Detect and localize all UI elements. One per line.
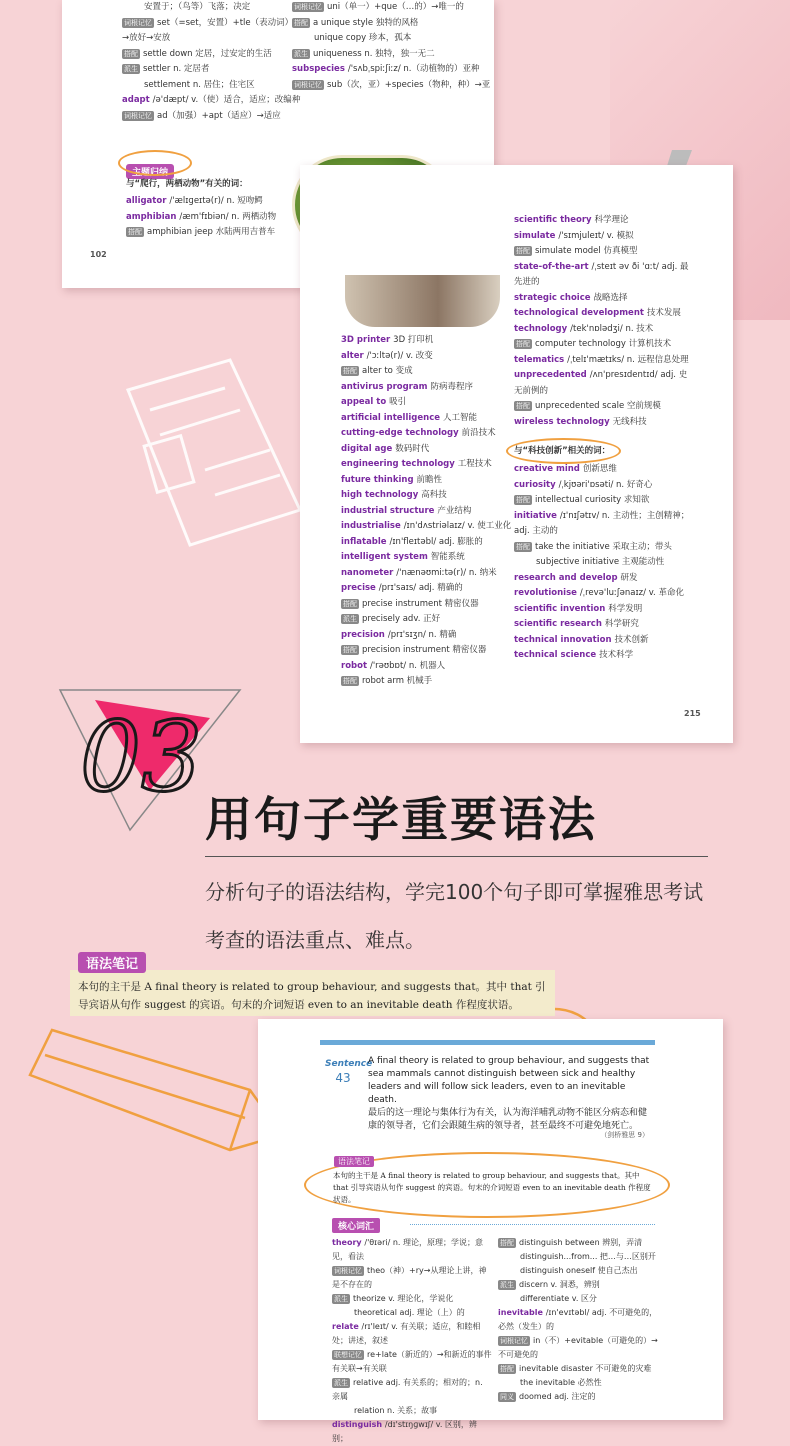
entry-tag: 搭配 xyxy=(516,340,530,348)
entry-text: precision instrument 精密仪器 xyxy=(362,645,487,655)
dict-entry xyxy=(514,540,704,556)
entry-text: 高科技 xyxy=(421,490,447,500)
grammar-note: 本句的主干是 A final theory is related to group behaviour, and suggests that。其中 that 引导宾语从句作 suggest 的宾语。句末的介词短语 even to an inevitable death 作程度状语。 xyxy=(70,970,555,1016)
entry-word: inflatable xyxy=(341,536,390,547)
dict-entry xyxy=(126,210,276,226)
dict-entry xyxy=(514,213,694,229)
dict-entry xyxy=(122,47,292,63)
entry-word: creative mind xyxy=(514,464,583,474)
entry-text: 产业结构 xyxy=(437,505,472,516)
entry-tag: 搭配 xyxy=(343,646,357,654)
section-label-text: 主题归纳 xyxy=(126,164,174,179)
entry-tag: 派生 xyxy=(343,615,357,623)
entry-text: 无线科技 xyxy=(612,416,647,427)
entry-word: amphibian xyxy=(126,211,180,222)
entry-text: /ə'dæpt/ v.（使）适合，适应；改编 xyxy=(152,95,292,105)
entry-text: theo（神）+ry→从理论上讲，神是不存在的 xyxy=(332,1266,487,1289)
entry-word: wireless technology xyxy=(514,416,613,427)
entry-text: /rɪ'leɪt/ v. 有关联；适应，和睦相处；讲述，叙述 xyxy=(332,1322,481,1345)
dict-entry xyxy=(514,478,704,494)
entry-tag: 搭配 xyxy=(500,1365,514,1373)
entry-tag: 派生 xyxy=(334,1379,348,1387)
entry-text: distinguish...from... 把…与…区别开 xyxy=(520,1252,656,1261)
entry-text: computer technology 计算机技术 xyxy=(535,339,672,349)
dict-entry xyxy=(332,1404,492,1418)
entry-word: appeal to xyxy=(341,397,390,407)
dict-entry xyxy=(341,380,516,396)
sentence-label: Sentence xyxy=(325,1059,373,1069)
entry-word: industrialise xyxy=(341,521,404,531)
entry-text: 防病毒程序 xyxy=(430,381,473,392)
entry-text: robot arm 机械手 xyxy=(362,676,433,686)
dict-entry xyxy=(514,462,704,478)
sentence-chinese: 最后的这一理论与集体行为有关，认为海洋哺乳动物不能区分病态和健康的领导者，它们会跟随生病的领导者，甚至最终不可避免地死亡。 xyxy=(368,1108,648,1131)
entry-tag: 派生 xyxy=(334,1295,348,1303)
dict-entry xyxy=(341,457,516,473)
sentence-card xyxy=(320,1040,655,1144)
dict-entry xyxy=(332,1292,492,1306)
entry-tag: 词根记忆 xyxy=(294,3,322,11)
entry-tag: 词根记忆 xyxy=(124,18,152,27)
entry-text: settlement n. 居住；住宅区 xyxy=(144,79,255,90)
entry-text: distinguish between 辨别，弄清 xyxy=(519,1238,643,1247)
entry-text: 前沿技术 xyxy=(461,428,496,438)
section-heading: 用句子学重要语法 xyxy=(205,793,597,848)
entry-text: in（不）+evitable（可避免的）→不可避免的 xyxy=(498,1336,658,1359)
entry-text: 工程技术 xyxy=(457,459,492,469)
entry-text: /'sʌbˌspiːʃiːz/ n.（动植物的）亚种 xyxy=(347,64,480,74)
entry-word: theory xyxy=(332,1238,365,1247)
entry-text: 智能系统 xyxy=(430,552,465,562)
entry-text: /'sɪmjuleɪt/ v. 模拟 xyxy=(558,230,634,241)
vocab-col2 xyxy=(498,1236,658,1404)
entry-text: differentiate v. 区分 xyxy=(520,1294,597,1303)
entry-tag: 词根记忆 xyxy=(294,80,322,89)
entry-word: adapt xyxy=(122,95,153,105)
dict-entry xyxy=(514,617,704,633)
page-b-col2b xyxy=(514,462,704,664)
dict-entry xyxy=(292,31,492,47)
entry-text: 科学研究 xyxy=(604,619,639,629)
entry-text: simulate model 仿真模型 xyxy=(535,246,638,256)
dict-entry xyxy=(498,1334,658,1362)
entry-tag: 派生 xyxy=(500,1281,514,1289)
dict-entry xyxy=(514,633,704,649)
dict-entry xyxy=(498,1390,658,1404)
entry-tag: 词根记忆 xyxy=(500,1337,528,1345)
entry-text: ad（加强）+apt（适应）→适应 xyxy=(157,110,281,121)
dict-entry xyxy=(514,602,704,618)
entry-word: technological development xyxy=(514,308,647,318)
entry-tag: 搭配 xyxy=(128,228,142,236)
dict-entry xyxy=(341,349,516,365)
entry-word: initiative xyxy=(514,510,560,521)
entry-text: theorize v. 理论化，学说化 xyxy=(353,1294,454,1303)
entry-tag: 搭配 xyxy=(343,599,357,608)
entry-tag: 搭配 xyxy=(294,18,308,27)
document-doodle-icon xyxy=(128,360,300,545)
entry-text: theoretical adj. 理论（上）的 xyxy=(354,1308,465,1317)
entry-text: /prɪ'sɪʒn/ n. 精确 xyxy=(387,629,457,640)
entry-text: settler n. 定居者 xyxy=(143,64,210,74)
entry-text: 研发 xyxy=(620,572,638,583)
dict-entry xyxy=(292,78,492,109)
dict-entry xyxy=(514,260,694,291)
entry-word: technology xyxy=(514,323,571,334)
entry-text: the inevitable 必然性 xyxy=(520,1378,602,1387)
entry-word: intelligent system xyxy=(341,552,431,562)
dict-entry xyxy=(341,643,516,659)
dict-entry xyxy=(498,1250,658,1264)
dict-entry xyxy=(498,1264,658,1278)
entry-tag: 搭配 xyxy=(516,542,530,551)
entry-text: /dɪ'stɪŋɡwɪʃ/ v. 区别，辨别； xyxy=(332,1420,477,1443)
entry-text: 技术科学 xyxy=(599,650,634,660)
page-a-col2 xyxy=(292,0,492,109)
dict-entry xyxy=(514,586,704,602)
entry-text: /ɪn'dʌstriəlaɪz/ v. 使工业化 xyxy=(403,521,512,531)
entry-text: distinguish oneself 使自己杰出 xyxy=(520,1266,638,1275)
dict-entry xyxy=(498,1306,658,1334)
entry-text: 前瞻性 xyxy=(416,474,443,485)
highlight-oval xyxy=(118,150,192,176)
entry-text: take the initiative 采取主动；带头 xyxy=(535,541,672,552)
dict-entry xyxy=(341,628,516,644)
entry-word: technical innovation xyxy=(514,634,615,645)
section-title-b: 与“科技创新”相关的词： xyxy=(514,446,611,456)
vocab-label: 核心词汇 xyxy=(332,1218,380,1233)
page-a-col1 xyxy=(122,0,292,124)
entry-text: /ʌn'presɪdentɪd/ adj. 史无前例的 xyxy=(514,370,688,396)
entry-text: /æm'fɪbiən/ n. 两栖动物 xyxy=(179,211,277,222)
entry-text: alter to 变成 xyxy=(362,366,413,376)
entry-text: set（=set，安置）+tle（表动词）→放好→安放 xyxy=(122,17,289,43)
entry-text: /ˌrevə'luːʃənaɪz/ v. 革命化 xyxy=(579,588,684,598)
entry-text: re+late（新近的）→和新近的事件有关联→有关联 xyxy=(332,1350,492,1373)
dict-entry xyxy=(122,62,292,78)
entry-text: 安置于；（鸟等）飞落；决定 xyxy=(144,2,251,12)
entry-word: high technology xyxy=(341,490,422,500)
entry-tag: 搭配 xyxy=(516,402,530,410)
page-number: 102 xyxy=(90,250,107,259)
dict-entry xyxy=(341,535,516,551)
dict-entry xyxy=(514,337,694,353)
sentence-english: A final theory is related to group behaviour, and suggests that sea mammals cannot distinguish between sick and healthy leaders and will follow sick leaders, even to an inevitable death. xyxy=(368,1056,650,1105)
dict-entry xyxy=(514,306,694,322)
entry-tag: 派生 xyxy=(294,49,308,58)
entry-text: 技术发展 xyxy=(646,308,681,318)
entry-word: distinguish xyxy=(332,1420,385,1429)
dict-entry xyxy=(292,47,492,63)
entry-word: telematics xyxy=(514,354,568,365)
entry-text: 科学发明 xyxy=(608,603,643,614)
dict-entry xyxy=(332,1376,492,1404)
dict-entry xyxy=(514,493,704,509)
inner-note-label: 语法笔记 xyxy=(334,1156,374,1167)
entry-text: uni（单一）+que（…的）→唯一的 xyxy=(327,2,464,12)
entry-tag: 搭配 xyxy=(500,1239,514,1247)
dict-entry xyxy=(514,555,704,571)
dict-entry xyxy=(341,504,516,520)
dict-entry xyxy=(514,322,694,338)
dotted-divider xyxy=(410,1224,655,1225)
dict-entry xyxy=(341,426,516,442)
sentence-body xyxy=(368,1055,650,1133)
entry-text: /'ɔːltə(r)/ v. 改变 xyxy=(366,350,433,361)
entry-word: scientific invention xyxy=(514,603,609,614)
entry-text: 科学理论 xyxy=(594,215,629,225)
sentence-number: 43 xyxy=(335,1071,351,1085)
entry-word: robot xyxy=(341,660,370,671)
entry-word: antivirus program xyxy=(341,381,431,392)
entry-text: relative adj. 有关系的；相对的；n. 亲属 xyxy=(332,1378,483,1401)
dict-entry xyxy=(341,674,516,690)
entry-word: nanometer xyxy=(341,567,397,578)
entry-text: unprecedented scale 空前规模 xyxy=(535,401,661,411)
entry-text: 3D 打印机 xyxy=(393,335,434,345)
dict-entry xyxy=(332,1236,492,1264)
page-number-b: 215 xyxy=(684,709,701,718)
dict-entry xyxy=(514,399,694,415)
entry-tag: 词根记忆 xyxy=(334,1267,362,1275)
entry-word: strategic choice xyxy=(514,292,594,303)
entry-tag: 搭配 xyxy=(516,247,530,255)
entry-text: /ɪn'evɪtəbl/ adj. 不可避免的，必然（发生）的 xyxy=(498,1308,658,1331)
dict-entry xyxy=(341,659,516,675)
entry-word: simulate xyxy=(514,230,559,241)
svg-text:03: 03 xyxy=(80,701,203,813)
dict-entry xyxy=(498,1236,658,1250)
dict-entry xyxy=(126,225,276,241)
entry-text: 人工智能 xyxy=(442,412,477,423)
dict-entry xyxy=(122,93,292,109)
entry-word: alter xyxy=(341,350,367,361)
dict-entry xyxy=(292,0,492,16)
entry-word: subspecies xyxy=(292,64,348,74)
entry-text: inevitable disaster 不可避免的灾难 xyxy=(519,1364,652,1373)
section-title: 与“爬行，两栖动物”有关的词： xyxy=(126,179,248,189)
dict-entry xyxy=(498,1278,658,1292)
entry-text: /ˌsteɪt əv ði 'ɑːt/ adj. 最先进的 xyxy=(514,261,689,287)
entry-word: relate xyxy=(332,1322,362,1331)
dict-entry xyxy=(514,509,704,540)
entry-word: alligator xyxy=(126,196,170,206)
entry-tag: 联想记忆 xyxy=(334,1351,362,1359)
dict-entry xyxy=(514,291,694,307)
entry-tag: 搭配 xyxy=(343,677,357,685)
dict-entry xyxy=(332,1264,492,1292)
entry-text: /'rəʊbɒt/ n. 机器人 xyxy=(369,660,446,671)
entry-tag: 同义 xyxy=(500,1393,514,1401)
entry-word: scientific research xyxy=(514,619,605,629)
entry-text: /prɪ'saɪs/ adj. 精确的 xyxy=(378,583,463,593)
entry-word: industrial structure xyxy=(341,505,438,516)
dict-entry xyxy=(498,1362,658,1376)
entry-word: 3D printer xyxy=(341,335,394,345)
vocab-col1 xyxy=(332,1236,492,1446)
dict-entry xyxy=(514,368,694,399)
entry-text: unique copy 珍本，孤本 xyxy=(314,33,412,43)
entry-text: 技术创新 xyxy=(614,634,649,645)
page-a-section-items xyxy=(126,194,276,241)
dict-entry xyxy=(332,1348,492,1376)
page-b-col1 xyxy=(341,333,516,690)
entry-word: unprecedented xyxy=(514,370,590,380)
entry-tag: 词根记忆 xyxy=(124,111,152,120)
dict-entry xyxy=(122,109,292,125)
entry-tag: 搭配 xyxy=(343,367,357,375)
dict-entry xyxy=(341,519,516,535)
entry-text: 战略选择 xyxy=(593,292,628,303)
inner-grammar-note: 本句的主干是 A final theory is related to group behaviour, and suggests that。其中 that 引导宾语从句作 suggest 的宾语。句末的介词短语 even to an inevitable death 作程度状语。 xyxy=(333,1171,651,1204)
dict-entry xyxy=(341,473,516,489)
dict-entry xyxy=(498,1376,658,1390)
dict-entry xyxy=(122,78,292,94)
sentence-source: （剑桥雅思 9） xyxy=(600,1131,649,1139)
dict-entry xyxy=(498,1292,658,1306)
dict-entry xyxy=(341,333,516,349)
entry-text: 创新思维 xyxy=(582,464,617,474)
dict-entry xyxy=(122,0,292,16)
dict-entry xyxy=(514,571,704,587)
entry-text: subjective initiative 主观能动性 xyxy=(536,557,665,567)
entry-text: relation n. 关系；故事 xyxy=(354,1406,438,1415)
highlight-oval-b xyxy=(506,438,621,464)
entry-text: 吸引 xyxy=(389,397,407,407)
heading-divider xyxy=(205,856,708,857)
entry-text: /ɪn'fleɪtəbl/ adj. 膨胀的 xyxy=(389,536,483,547)
dict-entry xyxy=(341,566,516,582)
dict-entry xyxy=(341,612,516,628)
entry-text: precisely adv. 正好 xyxy=(362,614,441,624)
entry-text: settle down 定居，过安定的生活 xyxy=(143,48,272,59)
entry-word: inevitable xyxy=(498,1308,546,1317)
entry-text: a unique style 独特的风格 xyxy=(313,17,419,28)
pencil-icon xyxy=(30,1030,282,1150)
dict-entry xyxy=(514,244,694,260)
entry-word: artificial intelligence xyxy=(341,412,443,423)
section-description: 分析句子的语法结构，学完100个句子即可掌握雅思考试考查的语法重点、难点。 xyxy=(205,880,704,952)
dict-entry xyxy=(341,488,516,504)
dict-entry xyxy=(341,411,516,427)
entry-text: /ɪ'nɪʃətɪv/ n. 主动性；主创精神；adj. 主动的 xyxy=(514,510,690,536)
entry-text: precise instrument 精密仪器 xyxy=(362,598,479,609)
entry-word: revolutionise xyxy=(514,588,580,598)
dict-entry xyxy=(514,415,694,431)
entry-text: uniqueness n. 独特，独一无二 xyxy=(313,48,435,59)
entry-text: /'θɪəri/ n. 理论，原理；学说；意见，看法 xyxy=(332,1238,483,1261)
dict-entry xyxy=(332,1306,492,1320)
dict-entry xyxy=(126,194,276,210)
dict-entry xyxy=(341,395,516,411)
entry-word: precise xyxy=(341,583,379,593)
dict-entry xyxy=(514,648,704,664)
entry-word: curiosity xyxy=(514,479,559,490)
entry-text: 数码时代 xyxy=(395,443,430,454)
entry-text: discern v. 洞悉，辨别 xyxy=(519,1280,600,1289)
entry-text: sub（次，亚）+species（物种，种）→亚种 xyxy=(292,79,491,105)
dict-entry xyxy=(341,550,516,566)
dict-entry xyxy=(514,229,694,245)
dict-entry xyxy=(341,442,516,458)
dict-entry xyxy=(292,16,492,32)
entry-text: /ˌkjʊəri'ɒsəti/ n. 好奇心 xyxy=(558,479,653,490)
entry-word: future thinking xyxy=(341,474,417,485)
entry-word: technical science xyxy=(514,650,600,660)
entry-word: precision xyxy=(341,629,388,640)
dict-entry xyxy=(122,16,292,47)
entry-word: research and develop xyxy=(514,572,621,583)
page-b-col2 xyxy=(514,213,694,430)
entry-tag: 搭配 xyxy=(124,49,138,58)
dict-entry xyxy=(332,1418,492,1446)
entry-word: state-of-the-art xyxy=(514,261,592,272)
dict-entry xyxy=(341,364,516,380)
grammar-note-label: 语法笔记 xyxy=(78,952,146,973)
entry-text: /'ælɪɡeɪtə(r)/ n. 短吻鳄 xyxy=(169,196,263,206)
entry-text: /ˌtelɪ'mætɪks/ n. 远程信息处理 xyxy=(567,354,689,365)
entry-tag: 派生 xyxy=(124,65,138,73)
entry-word: engineering technology xyxy=(341,459,458,469)
entry-text: doomed adj. 注定的 xyxy=(519,1392,596,1401)
entry-text: /tek'nɒlədʒi/ n. 技术 xyxy=(570,323,654,334)
dict-entry xyxy=(514,353,694,369)
dict-entry xyxy=(341,597,516,613)
people-photo xyxy=(345,275,500,327)
entry-word: scientific theory xyxy=(514,215,595,225)
entry-text: /'nænəʊmiːtə(r)/ n. 纳米 xyxy=(396,567,497,578)
entry-text: amphibian jeep 水陆两用吉普车 xyxy=(147,227,276,237)
entry-text: intellectual curiosity 求知欲 xyxy=(535,495,650,505)
dict-entry xyxy=(332,1320,492,1348)
entry-tag: 搭配 xyxy=(516,496,530,504)
dict-entry xyxy=(292,62,492,78)
dict-entry xyxy=(341,581,516,597)
entry-word: cutting-edge technology xyxy=(341,428,462,438)
entry-word: digital age xyxy=(341,443,396,454)
